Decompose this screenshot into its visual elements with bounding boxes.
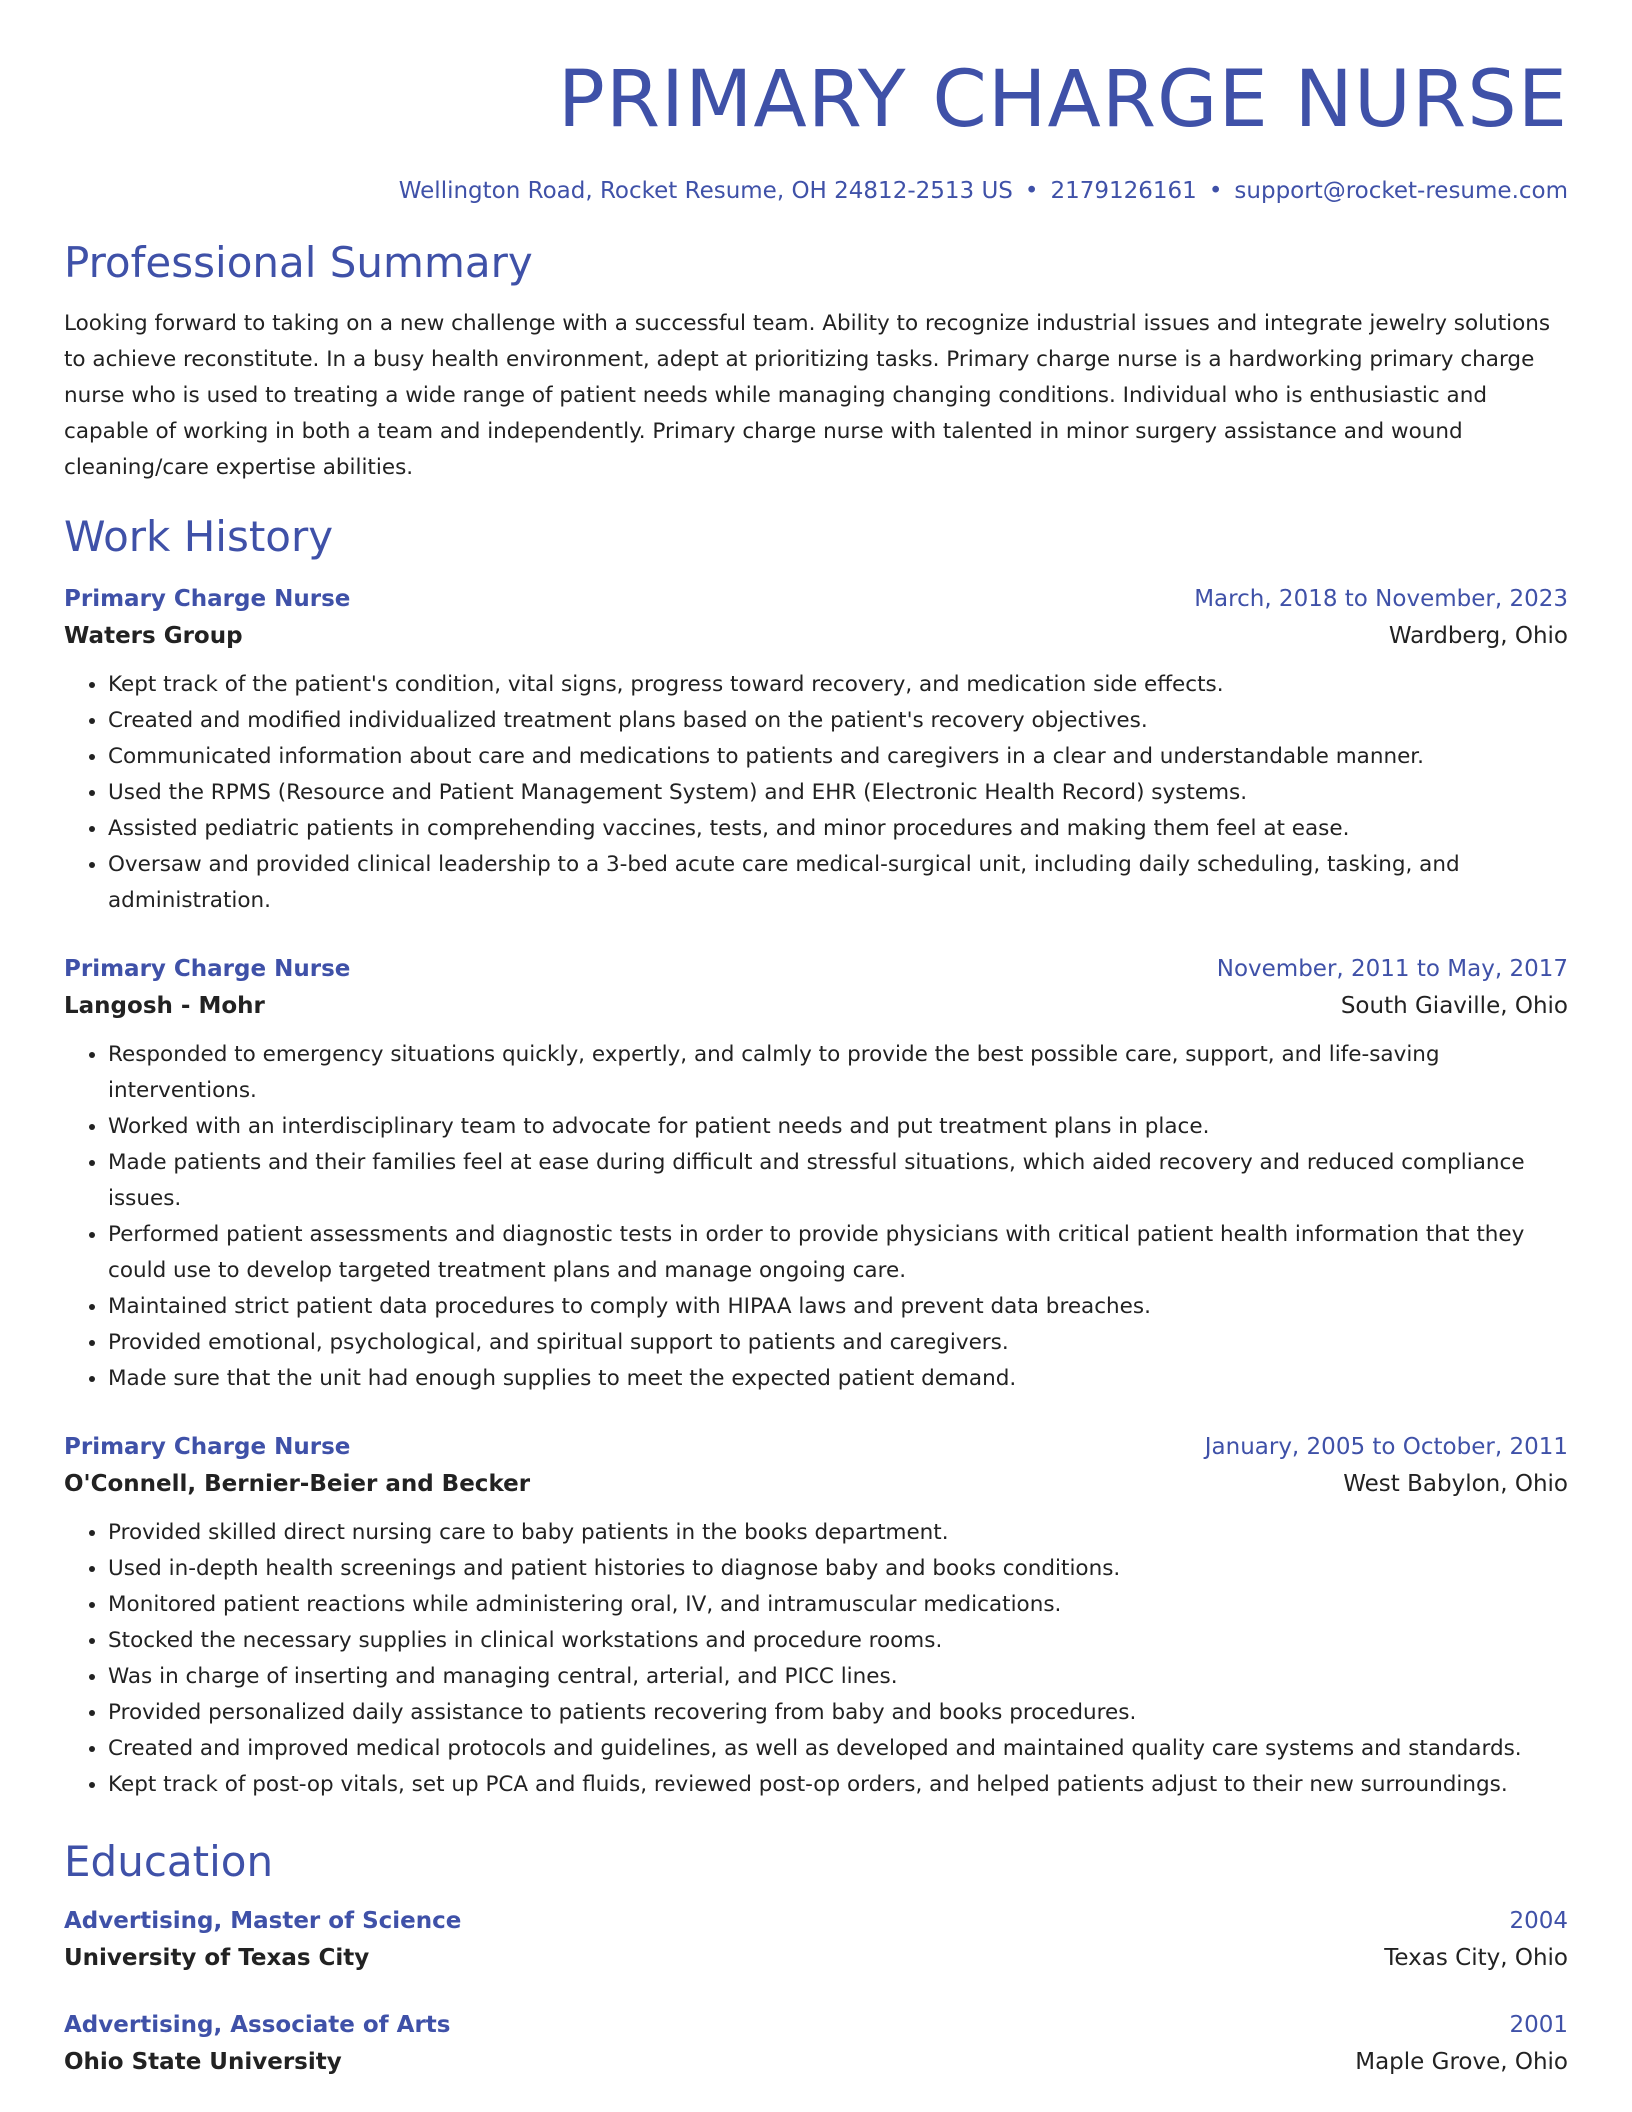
- resume-title: PRIMARY CHARGE NURSE: [557, 55, 1568, 145]
- job-dates: January, 2005 to October, 2011: [1204, 1433, 1568, 1460]
- job-bullet: • Used the RPMS (Resource and Patient Management System) and EHR (Electronic Health Record) systems.: [108, 775, 1568, 811]
- job-bullet: • Created and improved medical protocols and guidelines, as well as developed and maintained quality care systems and standards.: [108, 1731, 1568, 1767]
- job-company: Langosh - Mohr: [64, 992, 265, 1019]
- job-bullets: [64, 667, 1568, 919]
- job-bullet: • Was in charge of inserting and managing central, arterial, and PICC lines.: [108, 1659, 1568, 1695]
- job-bullet: • Created and modified individualized treatment plans based on the patient's recovery objectives.: [108, 703, 1568, 739]
- job-bullet: • Performed patient assessments and diagnostic tests in order to provide physicians with critical patient health information that they could use to develop targeted treatment plans and manage ongoing care.: [108, 1217, 1568, 1289]
- job-location: Wardberg, Ohio: [1388, 622, 1568, 649]
- contact-email: support@rocket-resume.com: [1234, 177, 1568, 204]
- work-history-heading: Work History: [64, 512, 334, 562]
- job-bullet: • Provided skilled direct nursing care to baby patients in the books department.: [108, 1515, 1568, 1551]
- job-bullet: • Communicated information about care and medications to patients and caregivers in a clear and understandable manner.: [108, 739, 1568, 775]
- education-entry: [64, 2007, 1568, 2081]
- job-title: Primary Charge Nurse: [64, 955, 351, 982]
- job-bullet: • Made sure that the unit had enough supplies to meet the expected patient demand.: [108, 1361, 1568, 1397]
- contact-line: [64, 178, 1568, 204]
- job-bullet: • Made patients and their families feel at ease during difficult and stressful situations, which aided recovery and reduced compliance issues.: [108, 1145, 1568, 1217]
- job-bullet: • Maintained strict patient data procedures to comply with HIPAA laws and prevent data breaches.: [108, 1289, 1568, 1325]
- job-bullet: • Oversaw and provided clinical leadership to a 3-bed acute care medical-surgical unit, including daily scheduling, tasking, and administration.: [108, 847, 1568, 919]
- job-bullet: • Used in-depth health screenings and patient histories to diagnose baby and books conditions.: [108, 1551, 1568, 1587]
- job-entry: [64, 581, 1568, 919]
- degree-title: Advertising, Associate of Arts: [64, 2011, 451, 2038]
- job-dates: March, 2018 to November, 2023: [1194, 585, 1568, 612]
- summary-heading: Professional Summary: [64, 237, 533, 287]
- job-title: Primary Charge Nurse: [64, 585, 351, 612]
- school-name: Ohio State University: [64, 2048, 342, 2075]
- job-company: Waters Group: [64, 622, 243, 649]
- job-location: South Giaville, Ohio: [1340, 992, 1568, 1019]
- job-entry: [64, 951, 1568, 1397]
- contact-separator: •: [1024, 177, 1039, 204]
- degree-year: 2001: [1509, 2011, 1568, 2038]
- contact-address: Wellington Road, Rocket Resume, OH 24812-2513 US: [398, 177, 1013, 204]
- job-entry: [64, 1429, 1568, 1803]
- job-title: Primary Charge Nurse: [64, 1433, 351, 1460]
- school-location: Texas City, Ohio: [1384, 1944, 1568, 1971]
- job-bullet: • Stocked the necessary supplies in clinical workstations and procedure rooms.: [108, 1623, 1568, 1659]
- job-bullet: • Monitored patient reactions while administering oral, IV, and intramuscular medications.: [108, 1587, 1568, 1623]
- school-location: Maple Grove, Ohio: [1355, 2048, 1568, 2075]
- job-bullet: • Provided personalized daily assistance to patients recovering from baby and books procedures.: [108, 1695, 1568, 1731]
- job-bullets: [64, 1515, 1568, 1803]
- job-location: West Babylon, Ohio: [1343, 1470, 1568, 1497]
- education-heading: Education: [64, 1836, 274, 1886]
- job-dates: November, 2011 to May, 2017: [1216, 955, 1568, 982]
- job-company: O'Connell, Bernier-Beier and Becker: [64, 1470, 531, 1497]
- job-bullet: • Responded to emergency situations quickly, expertly, and calmly to provide the best possible care, support, and life-saving interventions.: [108, 1037, 1568, 1109]
- education-entry: [64, 1903, 1568, 1977]
- job-bullet: • Provided emotional, psychological, and spiritual support to patients and caregivers.: [108, 1325, 1568, 1361]
- degree-title: Advertising, Master of Science: [64, 1907, 462, 1934]
- job-bullet: • Kept track of post-op vitals, set up PCA and fluids, reviewed post-op orders, and helped patients adjust to their new surroundings.: [108, 1767, 1568, 1803]
- contact-phone: 2179126161: [1050, 177, 1197, 204]
- school-name: University of Texas City: [64, 1944, 370, 1971]
- summary-text: Looking forward to taking on a new challenge with a successful team. Ability to recognize industrial issues and integrate jewelry solutions to achieve reconstitute. In a busy health environment, adept at prioritizing tasks. Primary charge nurse is a hardworking primary charge nurse who is used to treating a wide range of patient needs while managing changing conditions. Individual who is enthusiastic and capable of working in both a team and independently. Primary charge nurse with talented in minor surgery assistance and wound cleaning/care expertise abilities.: [64, 311, 1551, 481]
- job-bullet: • Kept track of the patient's condition, vital signs, progress toward recovery, and medication side effects.: [108, 667, 1568, 703]
- job-bullet: • Assisted pediatric patients in comprehending vaccines, tests, and minor procedures and making them feel at ease.: [108, 811, 1568, 847]
- job-bullets: [64, 1037, 1568, 1397]
- contact-separator: •: [1208, 177, 1223, 204]
- job-bullet: • Worked with an interdisciplinary team to advocate for patient needs and put treatment plans in place.: [108, 1109, 1568, 1145]
- degree-year: 2004: [1509, 1907, 1568, 1934]
